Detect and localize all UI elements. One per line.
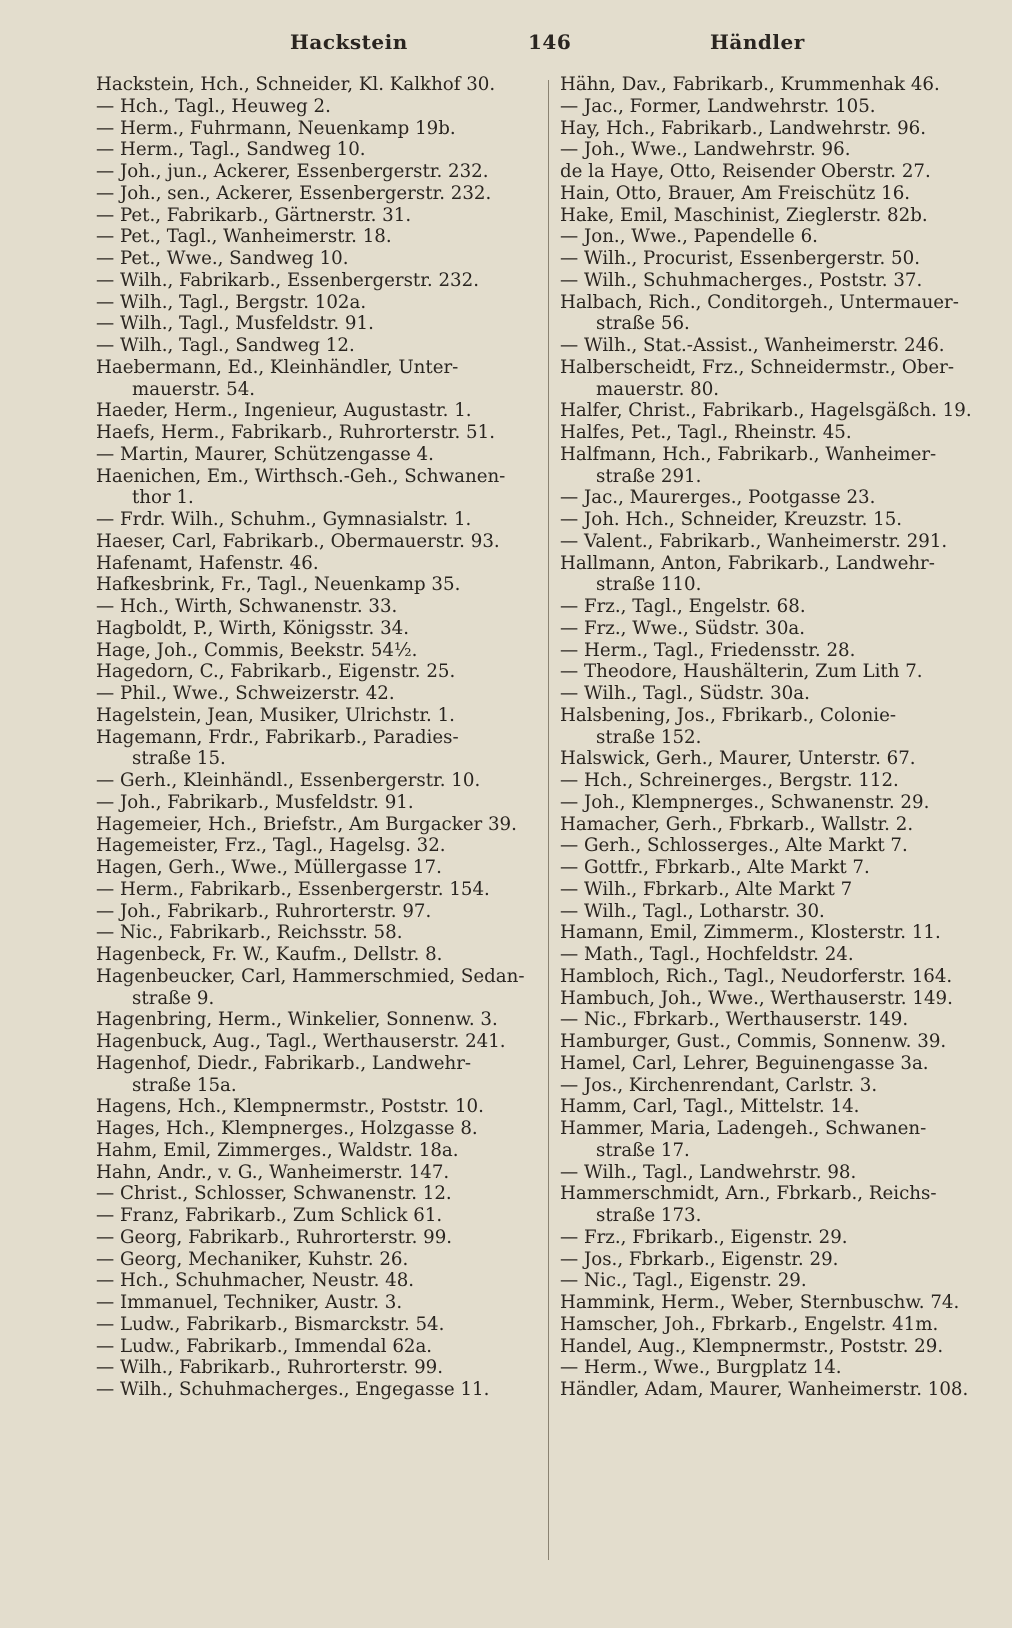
directory-entry: Haeser, Carl, Fabrikarb., Obermauerstr. 93. bbox=[96, 530, 500, 552]
directory-entry: — Gerh., Schlosserges., Alte Markt 7. bbox=[560, 835, 908, 857]
directory-entry: — Wilh., Schuhmacherges., Engegasse 11. bbox=[96, 1379, 490, 1400]
directory-entry: — Wilh., Fabrikarb., Essenbergerstr. 232. bbox=[96, 269, 479, 291]
directory-entry: — Frz., Fbrikarb., Eigenstr. 29. bbox=[560, 1226, 848, 1248]
directory-entry: Hay, Hch., Fabrikarb., Landwehrstr. 96. bbox=[560, 117, 926, 139]
directory-entry: de la Haye, Otto, Reisender Oberstr. 27. bbox=[560, 161, 931, 182]
directory-entry: — Georg, Fabrikarb., Ruhrorterstr. 99. bbox=[96, 1226, 453, 1248]
header-right-keyword: Händler bbox=[710, 30, 805, 54]
directory-entry: Hamscher, Joh., Fbrkarb., Engelstr. 41m. bbox=[560, 1313, 939, 1335]
directory-entry: Hagen, Gerh., Wwe., Müllergasse 17. bbox=[96, 857, 442, 878]
directory-entry: — Wilh., Tagl., Südstr. 30a. bbox=[560, 683, 810, 704]
directory-entry: Handel, Aug., Klempnermstr., Poststr. 29. bbox=[560, 1335, 944, 1357]
directory-entry: Halfer, Christ., Fabrikarb., Hagelsgäßch. 19. bbox=[560, 400, 972, 422]
directory-entry: — Wilh., Fbrkarb., Alte Markt 7 bbox=[560, 878, 853, 900]
page-number: 146 bbox=[528, 30, 572, 54]
directory-entry: Hamel, Carl, Lehrer, Beguinengasse 3a. bbox=[560, 1052, 929, 1074]
directory-entry: Hages, Hch., Klempnerges., Holzgasse 8. bbox=[96, 1118, 478, 1139]
directory-entry: Hambuch, Joh., Wwe., Werthauserstr. 149. bbox=[560, 987, 953, 1009]
directory-entry: — Ludw., Fabrikarb., Bismarckstr. 54. bbox=[96, 1313, 445, 1335]
directory-entry: — Herm., Fabrikarb., Essenbergerstr. 154. bbox=[96, 878, 490, 900]
directory-entry: Hagens, Hch., Klempnermstr., Poststr. 10. bbox=[96, 1096, 484, 1118]
directory-entry: — Ludw., Fabrikarb., Immendal 62a. bbox=[96, 1335, 433, 1357]
directory-entry: Hambloch, Rich., Tagl., Neudorferstr. 164. bbox=[560, 965, 953, 987]
directory-entry: Hagemann, Frdr., Fabrikarb., Paradies- bbox=[96, 726, 459, 748]
directory-entry: — Theodore, Haushälterin, Zum Lith 7. bbox=[560, 661, 923, 683]
directory-entry: Hain, Otto, Brauer, Am Freischütz 16. bbox=[560, 182, 911, 204]
directory-entry: — Pet., Tagl., Wanheimerstr. 18. bbox=[96, 226, 392, 248]
directory-entry: Haebermann, Ed., Kleinhändler, Unter- bbox=[96, 356, 459, 378]
directory-entry: Hammer, Maria, Ladengeh., Schwanen- bbox=[560, 1118, 927, 1139]
column-divider bbox=[548, 80, 549, 1560]
directory-entry: — Joh. Hch., Schneider, Kreuzstr. 15. bbox=[560, 509, 903, 530]
directory-entry: — Pet., Fabrikarb., Gärtnerstr. 31. bbox=[96, 204, 412, 226]
directory-entry: Halbach, Rich., Conditorgeh., Untermauer- bbox=[560, 291, 959, 313]
directory-entry: Hamacher, Gerh., Fbrkarb., Wallstr. 2. bbox=[560, 813, 914, 835]
directory-entry: Hagemeier, Hch., Briefstr., Am Burgacker 39. bbox=[96, 813, 517, 835]
directory-entry: Hafkesbrink, Fr., Tagl., Neuenkamp 35. bbox=[96, 574, 461, 596]
entry-continuation: straße 152. bbox=[596, 726, 702, 748]
entry-continuation: straße 173. bbox=[596, 1205, 702, 1226]
directory-entry: — Joh., Wwe., Landwehrstr. 96. bbox=[560, 139, 851, 161]
directory-entry: — Martin, Maurer, Schützengasse 4. bbox=[96, 443, 434, 465]
directory-entry: Hähn, Dav., Fabrikarb., Krummenhak 46. bbox=[560, 74, 940, 95]
directory-entry: — Jos., Fbrkarb., Eigenstr. 29. bbox=[560, 1248, 839, 1270]
directory-entry: Hafenamt, Hafenstr. 46. bbox=[96, 552, 319, 574]
directory-entry: — Hch., Schuhmacher, Neustr. 48. bbox=[96, 1270, 415, 1292]
directory-entry: Hagenhof, Diedr., Fabrikarb., Landwehr- bbox=[96, 1052, 472, 1074]
directory-entry: — Wilh., Stat.-Assist., Wanheimerstr. 246. bbox=[560, 335, 945, 356]
directory-entry: — Nic., Tagl., Eigenstr. 29. bbox=[560, 1270, 807, 1292]
directory-entry: — Wilh., Tagl., Sandweg 12. bbox=[96, 335, 355, 356]
directory-entry: — Georg, Mechaniker, Kuhstr. 26. bbox=[96, 1248, 409, 1270]
directory-entry: Halswick, Gerh., Maurer, Unterstr. 67. bbox=[560, 748, 916, 770]
directory-entry: — Gottfr., Fbrkarb., Alte Markt 7. bbox=[560, 857, 870, 878]
page-header bbox=[0, 22, 1012, 62]
directory-entry: Hamburger, Gust., Commis, Sonnenw. 39. bbox=[560, 1031, 947, 1052]
directory-entry: Hagenbeck, Fr. W., Kaufm., Dellstr. 8. bbox=[96, 944, 443, 965]
directory-entry: Hagenbuck, Aug., Tagl., Werthauserstr. 241. bbox=[96, 1031, 506, 1052]
directory-entry: Hagemeister, Frz., Tagl., Hagelsg. 32. bbox=[96, 835, 446, 857]
directory-entry: — Wilh., Tagl., Landwehrstr. 98. bbox=[560, 1161, 857, 1183]
directory-entry: — Wilh., Schuhmacherges., Poststr. 37. bbox=[560, 269, 923, 291]
directory-entry: Halberscheidt, Frz., Schneidermstr., Ober- bbox=[560, 356, 955, 378]
directory-entry: Händler, Adam, Maurer, Wanheimerstr. 108. bbox=[560, 1379, 969, 1400]
directory-entry: Hagenbeucker, Carl, Hammerschmied, Sedan- bbox=[96, 965, 525, 987]
directory-entry: — Nic., Fabrikarb., Reichsstr. 58. bbox=[96, 922, 403, 944]
directory-entry: — Herm., Wwe., Burgplatz 14. bbox=[560, 1357, 842, 1379]
directory-entry: — Frdr. Wilh., Schuhm., Gymnasialstr. 1. bbox=[96, 509, 472, 530]
directory-entry: Hahm, Emil, Zimmerges., Waldstr. 18a. bbox=[96, 1139, 459, 1161]
directory-entry: — Herm., Fuhrmann, Neuenkamp 19b. bbox=[96, 117, 456, 139]
directory-entry: — Nic., Fbrkarb., Werthauserstr. 149. bbox=[560, 1009, 909, 1031]
directory-entry: Hackstein, Hch., Schneider, Kl. Kalkhof 30. bbox=[96, 74, 496, 95]
directory-entry: — Jac., Maurerges., Pootgasse 23. bbox=[560, 487, 876, 509]
directory-entry: Hallmann, Anton, Fabrikarb., Landwehr- bbox=[560, 552, 935, 574]
directory-entry: Halsbening, Jos., Fbrikarb., Colonie- bbox=[560, 704, 897, 726]
directory-entry: Hammink, Herm., Weber, Sternbuschw. 74. bbox=[560, 1292, 960, 1313]
directory-entry: — Hch., Wirth, Schwanenstr. 33. bbox=[96, 596, 398, 617]
entry-continuation: mauerstr. 80. bbox=[596, 378, 720, 400]
entry-continuation: straße 291. bbox=[596, 465, 702, 487]
directory-entry: Hahn, Andr., v. G., Wanheimerstr. 147. bbox=[96, 1161, 450, 1183]
entry-continuation: straße 9. bbox=[132, 987, 215, 1009]
directory-entry: Halfes, Pet., Tagl., Rheinstr. 45. bbox=[560, 422, 852, 443]
directory-entry: — Jos., Kirchenrendant, Carlstr. 3. bbox=[560, 1074, 878, 1096]
header-left-keyword: Hackstein bbox=[290, 30, 408, 54]
directory-entry: — Joh., Fabrikarb., Musfeldstr. 91. bbox=[96, 791, 414, 813]
directory-entry: Hake, Emil, Maschinist, Zieglerstr. 82b. bbox=[560, 204, 928, 226]
directory-entry: — Hch., Tagl., Heuweg 2. bbox=[96, 95, 331, 117]
directory-entry: — Wilh., Tagl., Musfeldstr. 91. bbox=[96, 313, 374, 335]
directory-entry: — Wilh., Tagl., Lotharstr. 30. bbox=[560, 900, 825, 922]
directory-entry: — Wilh., Fabrikarb., Ruhrorterstr. 99. bbox=[96, 1357, 444, 1379]
directory-entry: Hagboldt, P., Wirth, Königsstr. 34. bbox=[96, 617, 410, 639]
directory-entry: — Wilh., Procurist, Essenbergerstr. 50. bbox=[560, 248, 920, 269]
directory-entry: — Jac., Former, Landwehrstr. 105. bbox=[560, 95, 876, 117]
directory-entry: — Franz, Fabrikarb., Zum Schlick 61. bbox=[96, 1205, 443, 1226]
directory-entry: — Herm., Tagl., Friedensstr. 28. bbox=[560, 639, 856, 661]
directory-entry: Hagedorn, C., Fabrikarb., Eigenstr. 25. bbox=[96, 661, 456, 683]
directory-entry: Hamm, Carl, Tagl., Mittelstr. 14. bbox=[560, 1096, 860, 1118]
directory-entry: Hammerschmidt, Arn., Fbrkarb., Reichs- bbox=[560, 1183, 937, 1205]
directory-entry: Haeder, Herm., Ingenieur, Augustastr. 1. bbox=[96, 400, 472, 422]
directory-entry: — Valent., Fabrikarb., Wanheimerstr. 291. bbox=[560, 530, 948, 552]
directory-entry: — Joh., Fabrikarb., Ruhrorterstr. 97. bbox=[96, 900, 432, 922]
directory-entry: — Frz., Tagl., Engelstr. 68. bbox=[560, 596, 806, 617]
directory-entry: Hamann, Emil, Zimmerm., Klosterstr. 11. bbox=[560, 922, 941, 944]
directory-entry: — Immanuel, Techniker, Austr. 3. bbox=[96, 1292, 403, 1313]
directory-entry: — Wilh., Tagl., Bergstr. 102a. bbox=[96, 291, 367, 313]
directory-entry: — Christ., Schlosser, Schwanenstr. 12. bbox=[96, 1183, 452, 1205]
directory-entry: Halfmann, Hch., Fabrikarb., Wanheimer- bbox=[560, 443, 937, 465]
left-column bbox=[96, 74, 536, 1401]
entry-continuation: thor 1. bbox=[132, 487, 194, 509]
directory-entry: — Joh., sen., Ackerer, Essenbergerstr. 232. bbox=[96, 182, 492, 204]
entry-continuation: mauerstr. 54. bbox=[132, 378, 256, 400]
directory-entry: — Pet., Wwe., Sandweg 10. bbox=[96, 248, 349, 269]
directory-entry: Hagelstein, Jean, Musiker, Ulrichstr. 1. bbox=[96, 704, 455, 726]
directory-entry: — Joh., Klempnerges., Schwanenstr. 29. bbox=[560, 791, 930, 813]
entry-continuation: straße 110. bbox=[596, 574, 702, 596]
directory-entry: Haefs, Herm., Fabrikarb., Ruhrorterstr. 51. bbox=[96, 422, 495, 443]
entry-continuation: straße 17. bbox=[596, 1139, 690, 1161]
directory-entry: — Phil., Wwe., Schweizerstr. 42. bbox=[96, 683, 395, 704]
directory-entry: — Herm., Tagl., Sandweg 10. bbox=[96, 139, 366, 161]
directory-entry: Hagenbring, Herm., Winkelier, Sonnenw. 3. bbox=[96, 1009, 498, 1031]
directory-entry: — Gerh., Kleinhändl., Essenbergerstr. 10. bbox=[96, 770, 481, 791]
directory-entry: — Jon., Wwe., Papendelle 6. bbox=[560, 226, 818, 248]
directory-entry: — Joh., jun., Ackerer, Essenbergerstr. 232. bbox=[96, 161, 489, 182]
directory-entry: — Hch., Schreinerges., Bergstr. 112. bbox=[560, 770, 899, 791]
directory-entry: Hage, Joh., Commis, Beekstr. 54½. bbox=[96, 639, 418, 661]
entry-continuation: straße 56. bbox=[596, 313, 690, 335]
directory-entry: — Frz., Wwe., Südstr. 30a. bbox=[560, 617, 806, 639]
entry-continuation: straße 15a. bbox=[132, 1074, 237, 1096]
entry-continuation: straße 15. bbox=[132, 748, 226, 770]
directory-entry: Haenichen, Em., Wirthsch.-Geh., Schwanen- bbox=[96, 465, 506, 487]
directory-entry: — Math., Tagl., Hochfeldstr. 24. bbox=[560, 944, 854, 965]
right-column bbox=[560, 74, 1000, 1401]
